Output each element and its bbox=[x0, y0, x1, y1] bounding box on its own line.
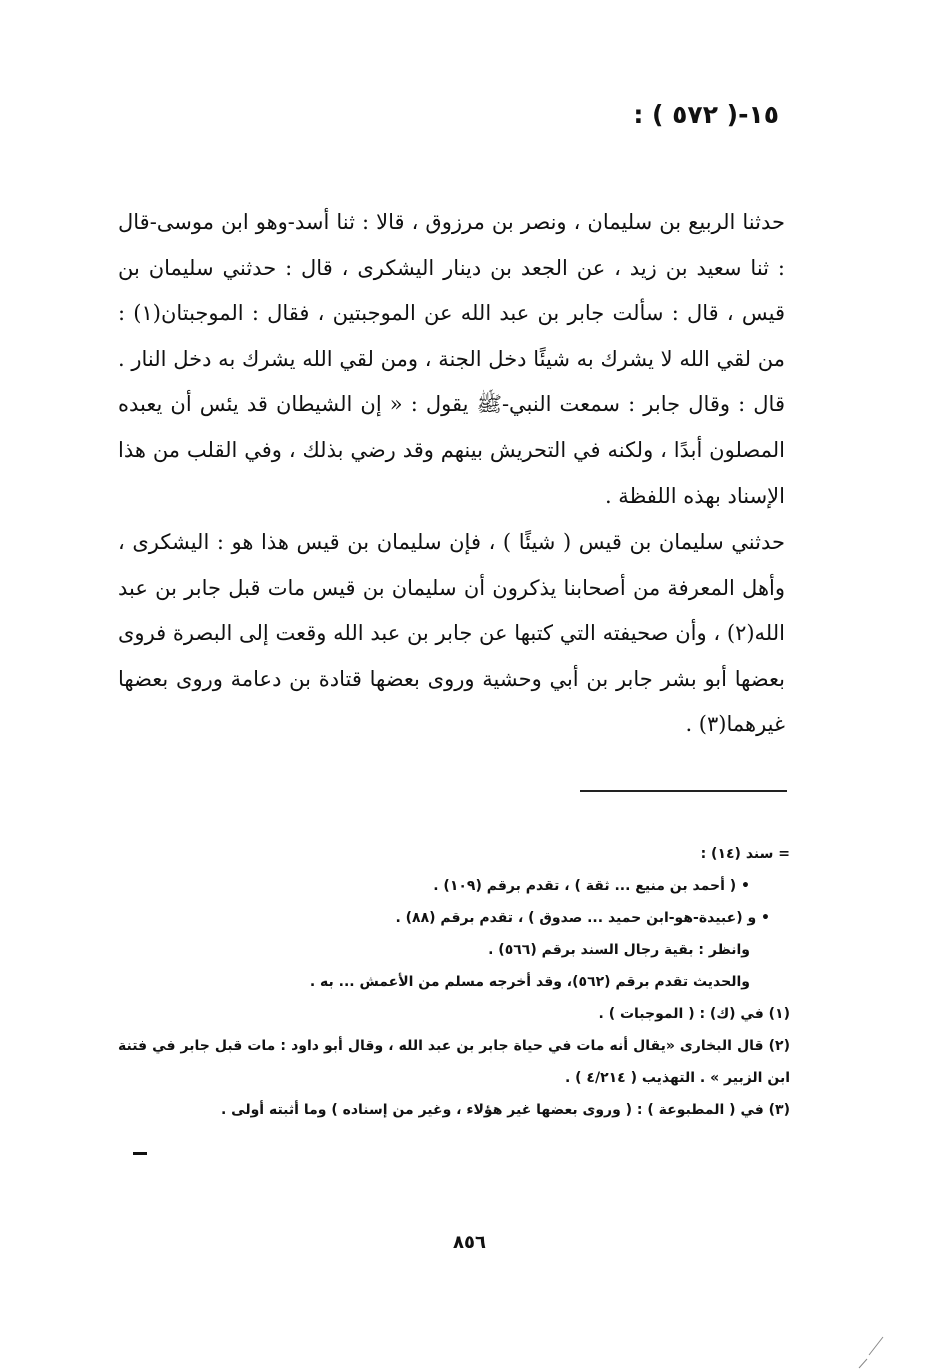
hadith-number-heading: ١٥-( ٥٧٢ ) : bbox=[633, 100, 779, 129]
footnote-bullet-2: • و (عبيدة-هو-ابن حميد ... صدوق ) ، تقدم برقم (٨٨) . bbox=[395, 910, 770, 926]
page-number: ٨٥٦ bbox=[453, 1232, 486, 1253]
scan-scratch-mark bbox=[855, 1335, 885, 1369]
main-paragraph-2: حدثني سليمان بن قيس ( شيئًا ) ، فإن سليمان بن قيس هذا هو : اليشكرى ، وأهل المعرفة من أصحابنا يذكرون أن سليمان بن قيس مات قبل جابر بن عبد الله(٢) ، وأن صحيفته التي كتبها عن جابر بن عبد الله وقعت إلى البصرة فروى بعضها أبو بشر جابر بن أبي وحشية وروى بعضها قتادة بن دعامة وروى بعضها غيرهما(٣) . bbox=[118, 530, 785, 737]
footnote-3: (٣) في ( المطبوعة ) : ( وروى بعضها غير هؤلاء ، وغير من إسناده ) وما أثبته أولى . bbox=[220, 1102, 790, 1118]
footnote-divider bbox=[580, 790, 787, 792]
footnote-bullet-1: • ( أحمد بن منيع ... ثقة ) ، تقدم برقم (١٠٩) . bbox=[433, 878, 750, 894]
footnote-continuation: = سند (١٤) : bbox=[700, 846, 790, 862]
main-paragraph-1: حدثنا الربيع بن سليمان ، ونصر بن مرزوق ، قالا : ثنا أسد-وهو ابن موسى-قال : ثنا سعيد بن زيد ، عن الجعد بن دينار اليشكرى ، قال : حدثني سليمان بن قيس ، قال : سألت جابر بن عبد الله عن الموجبتين ، فقال : الموجبتان(١) : من لقي الله لا يشرك به شيئًا دخل الجنة ، ومن لقي الله يشرك به دخل النار . قال : وقال جابر : سمعت النبي-ﷺ يقول : « إن الشيطان قد يئس أن يعبده المصلون أبدًا ، ولكنه في التحريش بينهم وقد رضي بذلك ، وفي القلب من هذا الإسناد بهذه اللفظة . bbox=[118, 210, 785, 508]
footnote-2: (٢) قال البخارى «يقال أنه مات في حياة جابر بن عبد الله ، وقال أبو داود : مات قبل جابر في فتنة ابن الزبير » . التهذيب ( ٤/٢١٤ ) . bbox=[118, 1038, 790, 1086]
margin-dash-mark bbox=[133, 1152, 147, 1155]
footnotes-section bbox=[118, 838, 790, 1126]
footnote-1: (١) في (ك) : ( الموجبات ) . bbox=[598, 1006, 790, 1022]
footnote-hadith-note: والحديث تقدم برقم (٥٦٢)، وقد أخرجه مسلم من الأعمش ... به . bbox=[309, 974, 750, 990]
footnote-see-also: وانظر : بقية رجال السند برقم (٥٦٦) . bbox=[488, 942, 750, 958]
